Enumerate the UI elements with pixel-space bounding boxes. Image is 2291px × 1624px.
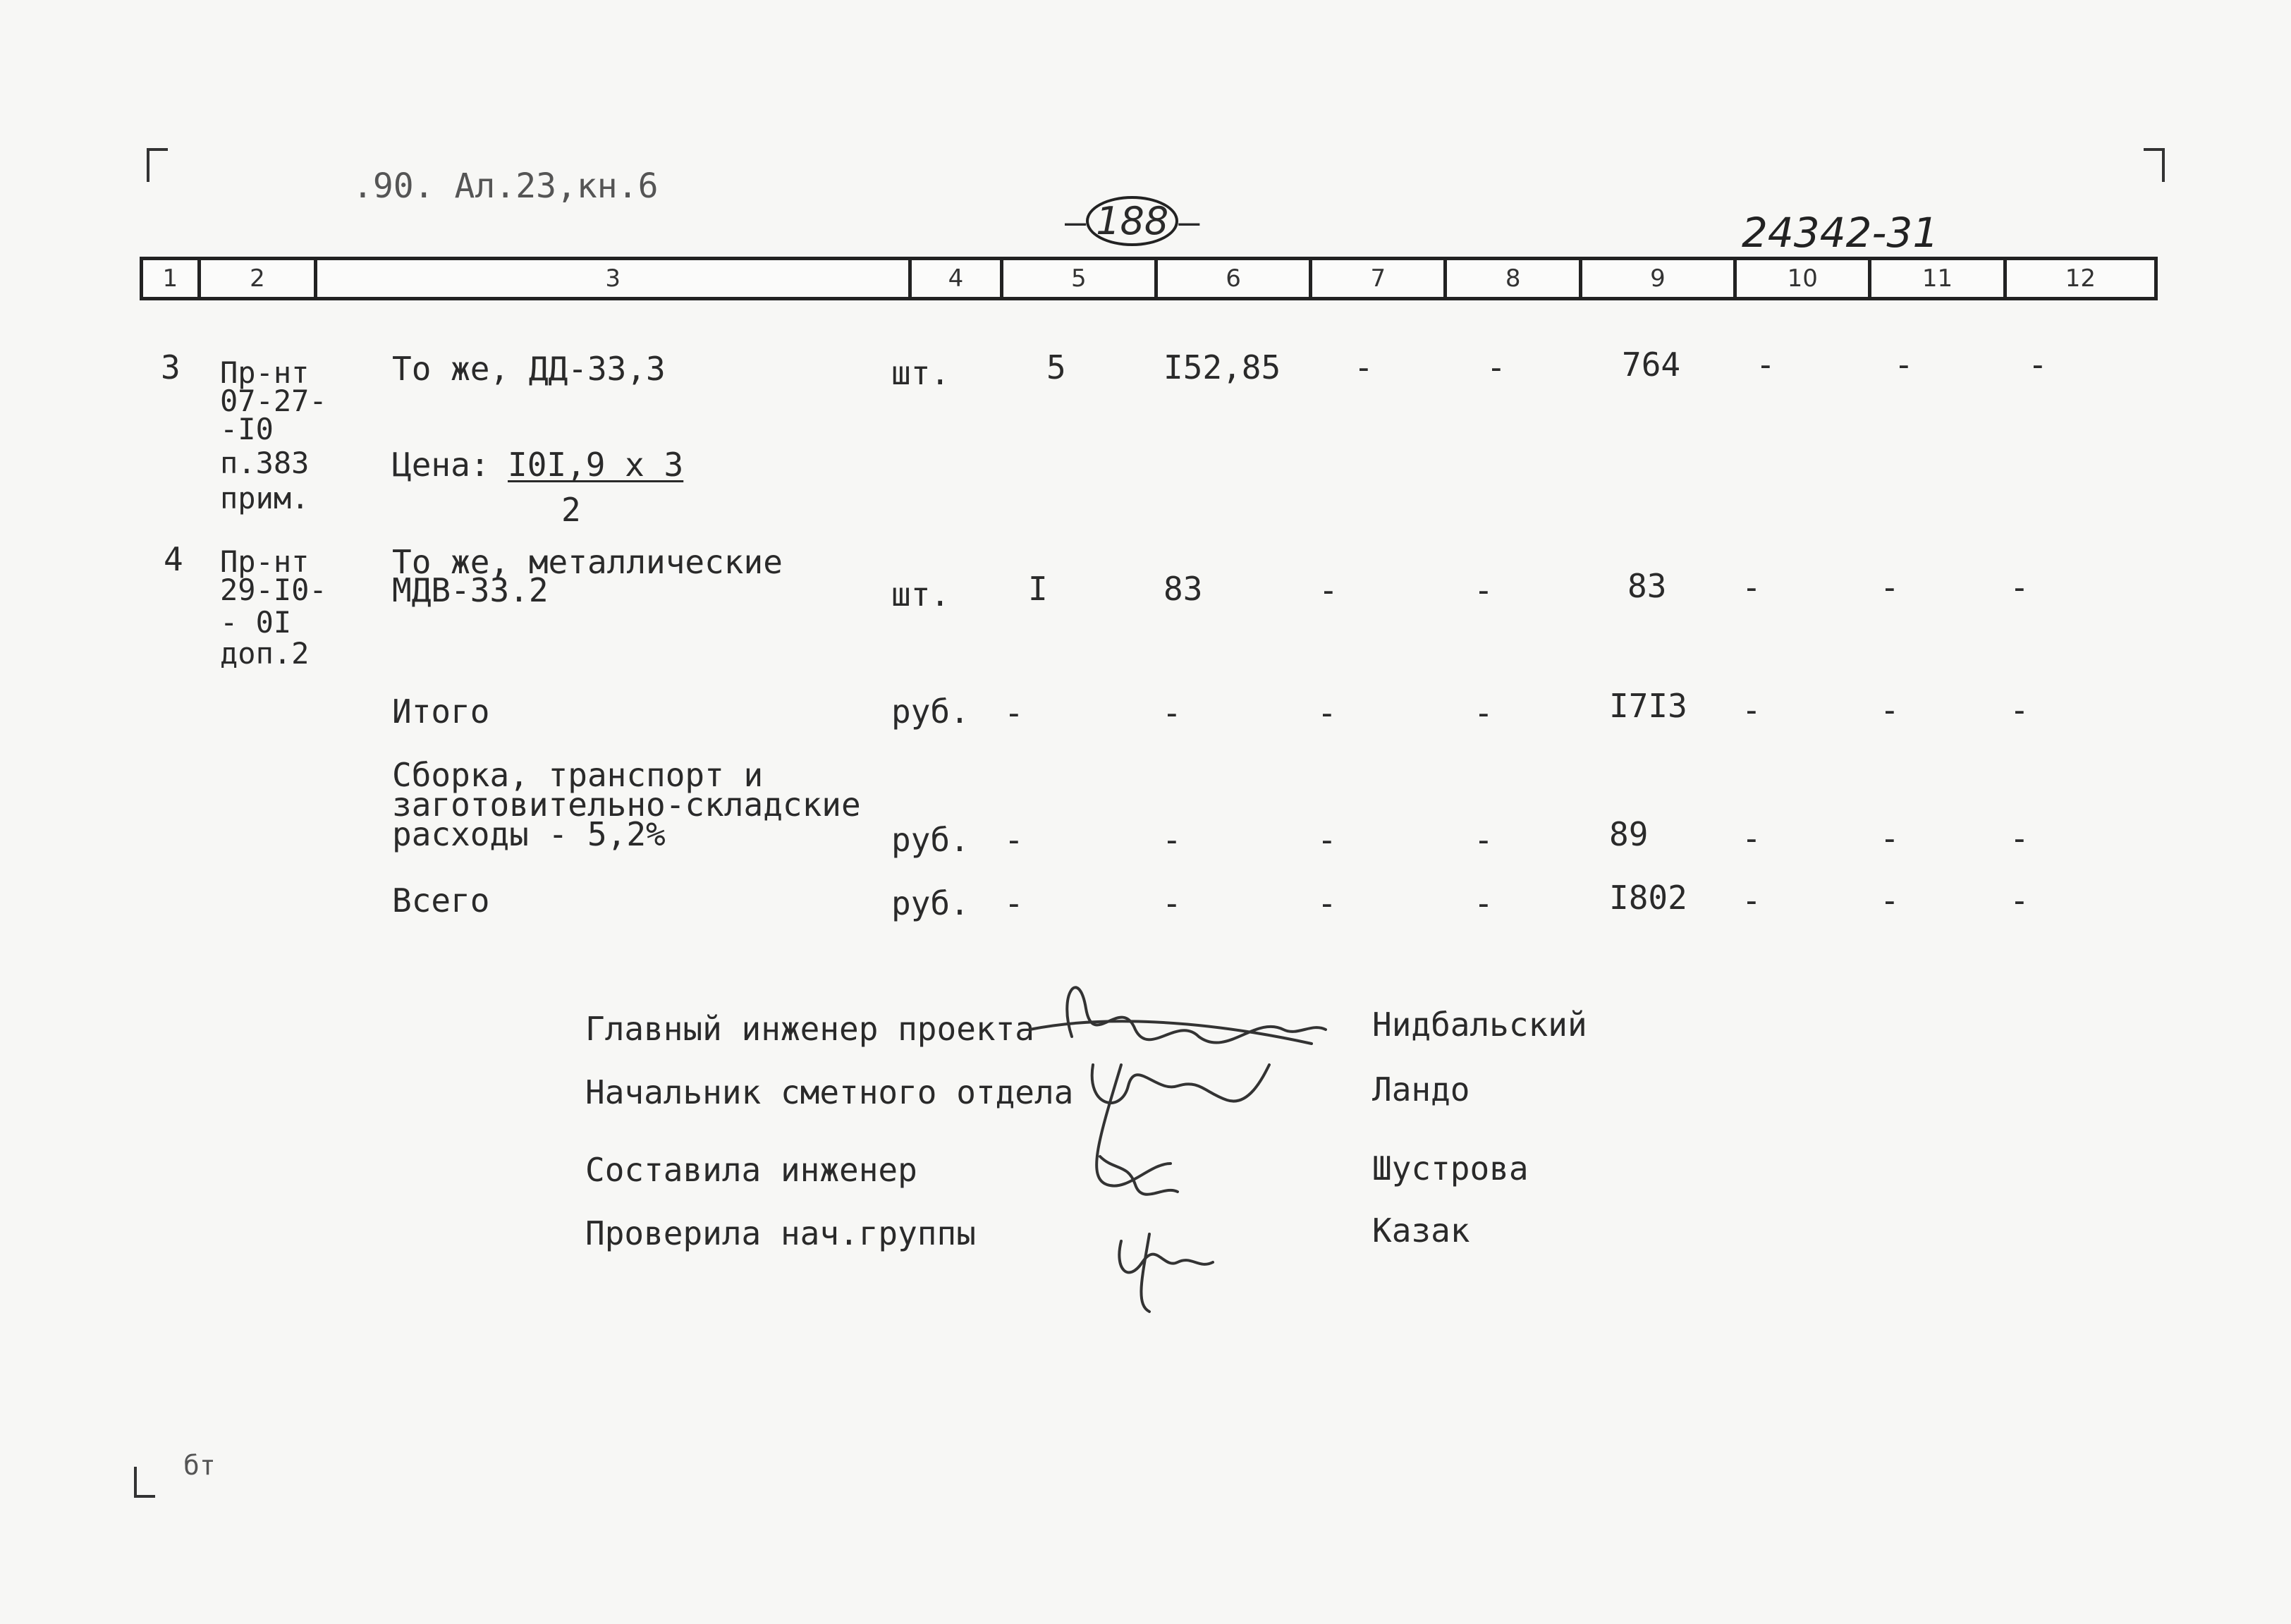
summary-cell-6: -	[1162, 694, 1182, 732]
row-cell-7: -	[1354, 348, 1374, 386]
summary-cell-12: -	[2010, 691, 2029, 729]
row-description: МДВ-33.2	[392, 571, 549, 609]
row-quantity: 5	[1046, 348, 1066, 386]
row-description: То же, металлические	[392, 543, 783, 581]
summary-cell-5: -	[1004, 884, 1024, 922]
column-header: 3	[317, 260, 912, 297]
row-cell-11: -	[1894, 346, 1914, 384]
column-header-strip	[140, 257, 2158, 300]
summary-cell-11: -	[1880, 881, 1900, 920]
row-total: 83	[1627, 567, 1667, 605]
row-cell-11: -	[1880, 568, 1900, 606]
row-cell-12: -	[2010, 568, 2029, 606]
signature-role: Начальник сметного отдела	[585, 1073, 1074, 1111]
summary-cell-6: -	[1162, 884, 1182, 922]
signature-name: Шустрова	[1372, 1149, 1529, 1188]
summary-cell-8: -	[1474, 694, 1493, 732]
summary-cell-7: -	[1317, 694, 1337, 732]
row-unit-price: 83	[1163, 570, 1203, 608]
price-label: Цена:	[392, 446, 490, 484]
row-cell-7: -	[1319, 571, 1338, 609]
summary-label: Итого	[392, 692, 490, 731]
column-header: 6	[1158, 260, 1312, 297]
column-header: 11	[1871, 260, 2006, 297]
corner-mark-bottom-left	[134, 1467, 155, 1498]
summary-cell-7: -	[1317, 884, 1337, 922]
column-header: 2	[201, 260, 317, 297]
signature-name: Казак	[1372, 1211, 1470, 1250]
page-number: — 188 —	[1065, 199, 1199, 243]
row-source-line: 07-27-	[220, 384, 327, 418]
signature-role: Главный инженер проекта	[585, 1010, 1034, 1048]
row-source-line: доп.2	[220, 636, 310, 671]
row-cell-8: -	[1474, 571, 1493, 609]
signature-name: Ландо	[1372, 1070, 1470, 1109]
row-unit-price: I52,85	[1163, 348, 1281, 386]
row-source-line: 29-I0-	[220, 573, 327, 607]
summary-cell-11: -	[1880, 819, 1900, 857]
row-source-line: п.383	[220, 446, 310, 480]
summary-cell-10: -	[1742, 691, 1761, 729]
document-reference: .90. Ал.23,кн.6	[353, 166, 659, 206]
summary-cell-12: -	[2010, 881, 2029, 920]
summary-cell-10: -	[1742, 881, 1761, 920]
row-unit: шт.	[891, 575, 951, 613]
corner-mark-top-right	[2144, 148, 2165, 182]
row-number: 3	[161, 348, 181, 386]
column-header: 5	[1003, 260, 1158, 297]
summary-total: I802	[1609, 879, 1687, 917]
handwritten-signature-icon	[1015, 952, 1382, 1319]
row-source-line: прим.	[220, 481, 310, 515]
price-formula-denominator: 2	[561, 491, 581, 529]
summary-label: Всего	[392, 881, 490, 920]
column-header: 8	[1447, 260, 1582, 297]
summary-total: I7I3	[1609, 687, 1687, 725]
summary-label: Сборка, транспорт и	[392, 756, 764, 794]
stamp-number: 24342-31	[1742, 209, 1939, 257]
summary-cell-5: -	[1004, 694, 1024, 732]
signature-role: Составила инженер	[585, 1151, 917, 1189]
summary-cell-12: -	[2010, 819, 2029, 857]
summary-label: заготовительно-складские	[392, 786, 861, 824]
summary-cell-6: -	[1162, 821, 1182, 859]
summary-cell-5: -	[1004, 821, 1024, 859]
summary-total: 89	[1609, 815, 1649, 853]
row-cell-10: -	[1756, 346, 1776, 384]
signature-role: Проверила нач.группы	[585, 1214, 976, 1252]
column-header: 12	[2065, 264, 2096, 293]
price-formula-numerator: I0I,9 х 3	[508, 446, 684, 484]
row-source-line: - 0I	[220, 605, 292, 640]
row-total: 764	[1622, 346, 1681, 384]
footer-mark: бт	[183, 1450, 216, 1481]
page-number-value: 188	[1086, 196, 1178, 246]
summary-unit: руб.	[891, 821, 970, 859]
summary-cell-8: -	[1474, 821, 1493, 859]
summary-label: расходы - 5,2%	[392, 815, 666, 853]
column-header: 10	[1737, 260, 1871, 297]
row-source-line: Пр-нт	[220, 355, 310, 390]
column-header: 7	[1312, 260, 1447, 297]
signature-name: Нидбальский	[1372, 1006, 1587, 1044]
row-source-line: Пр-нт	[220, 544, 310, 579]
row-number: 4	[164, 540, 183, 578]
row-cell-10: -	[1742, 568, 1761, 606]
column-header: 9	[1582, 260, 1737, 297]
row-cell-8: -	[1486, 348, 1506, 386]
column-header: 4	[912, 260, 1003, 297]
summary-cell-8: -	[1474, 884, 1493, 922]
row-description: То же, ДД-33,3	[392, 350, 666, 388]
column-header: 1	[143, 260, 201, 297]
summary-cell-10: -	[1742, 819, 1761, 857]
summary-unit: руб.	[891, 692, 970, 731]
summary-cell-7: -	[1317, 821, 1337, 859]
corner-mark-top-left	[147, 148, 168, 182]
row-quantity: I	[1028, 570, 1048, 608]
summary-unit: руб.	[891, 884, 970, 922]
summary-cell-11: -	[1880, 691, 1900, 729]
row-cell-12: -	[2028, 346, 2048, 384]
row-unit: шт.	[891, 354, 951, 392]
row-source-line: -I0	[220, 412, 274, 446]
